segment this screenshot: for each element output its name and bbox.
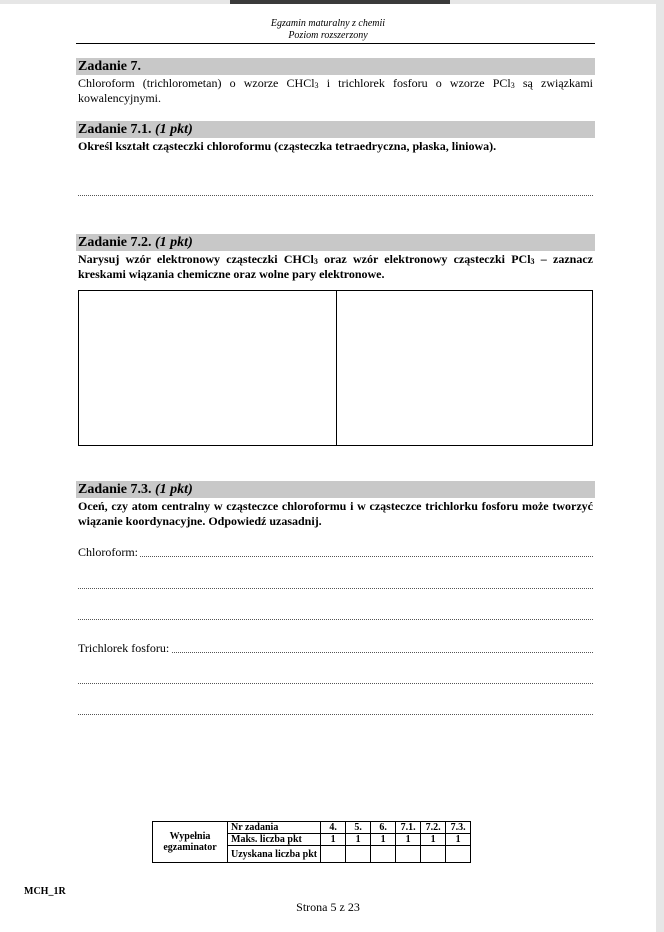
answer-line-pcl3-2[interactable] [78, 682, 593, 684]
row-label-task-number: Nr zadania [228, 822, 321, 834]
task-number-cell: 7.3. [446, 822, 471, 834]
intro-part-a: Chloroform (trichlorometan) o wzorze CHCl [78, 76, 315, 90]
task-number-cell: 4. [321, 822, 346, 834]
label-pcl3: Trichlorek fosforu: [78, 641, 170, 655]
obtained-points-cell[interactable] [371, 846, 396, 863]
task73-instruction: Oceń, czy atom centralny w cząsteczce chloroformu i w cząsteczce trichlorku fosforu może tworzyć wiązanie koordynacyjne. Odpowiedź uzasadnij. [78, 499, 593, 528]
max-points-cell: 1 [446, 834, 471, 846]
t72-a: Narysuj wzór elektronowy cząsteczki CHCl [78, 252, 314, 266]
t72-c: – zaznacz kreskami wiązania chemiczne oraz wolne pary elektronowe. [78, 252, 594, 281]
task-number-cell: 5. [346, 822, 371, 834]
answer-line-chloroform-1[interactable] [78, 555, 593, 557]
obtained-points-cell[interactable] [346, 846, 371, 863]
header-exam-title: Egzamin maturalny z chemii [270, 18, 386, 29]
obtained-points-cell[interactable] [321, 846, 346, 863]
task72-points: (1 pkt) [155, 235, 193, 250]
exam-code: MCH_1R [24, 886, 66, 897]
row-label-obtained-points: Uzyskana liczba pkt [228, 846, 321, 863]
score-table-side-label: Wypełnia egzaminator [153, 822, 228, 863]
answer-line-chloroform-3[interactable] [78, 618, 593, 620]
task72-title: Zadanie 7.2. [78, 235, 152, 250]
header-rule [76, 43, 595, 44]
max-points-cell: 1 [371, 834, 396, 846]
answer-line-71[interactable] [78, 194, 593, 196]
intro-sub-2: 3 [510, 81, 515, 90]
task-number-cell: 6. [371, 822, 396, 834]
drawing-area-chcl3[interactable] [79, 291, 336, 445]
task-number-cell: 7.2. [421, 822, 446, 834]
drawing-area-pcl3[interactable] [336, 291, 594, 445]
t72-sub2: 3 [530, 257, 535, 266]
max-points-cell: 1 [421, 834, 446, 846]
task7-title: Zadanie 7. [78, 59, 142, 74]
task-number-cell: 7.1. [396, 822, 421, 834]
row-label-max-points: Maks. liczba pkt [228, 834, 321, 846]
intro-part-b: i trichlorek fosforu o wzorze PCl [318, 76, 511, 90]
obtained-points-cell[interactable] [446, 846, 471, 863]
task72-instruction [78, 252, 593, 282]
t72-b: oraz wzór elektronowy cząsteczki PCl [317, 252, 531, 266]
obtained-points-cell[interactable] [396, 846, 421, 863]
drawing-box [78, 290, 593, 446]
task71-instruction: Określ kształt cząsteczki chloroformu (cząsteczka tetraedryczna, płaska, liniowa). [78, 139, 497, 153]
max-points-cell: 1 [396, 834, 421, 846]
task7-intro [78, 76, 593, 106]
obtained-points-cell[interactable] [421, 846, 446, 863]
page-number: Strona 5 z 23 [296, 900, 360, 914]
intro-sub-1: 3 [314, 81, 319, 90]
header-level: Poziom rozszerzony [288, 30, 368, 41]
task73-points: (1 pkt) [155, 482, 193, 497]
label-chloroform: Chloroform: [78, 545, 138, 559]
task71-heading [76, 121, 595, 138]
task71-title: Zadanie 7.1. [78, 122, 152, 137]
task7-heading [76, 58, 595, 75]
task72-heading [76, 234, 595, 251]
answer-line-chloroform-2[interactable] [78, 587, 593, 589]
task73-title: Zadanie 7.3. [78, 482, 152, 497]
task71-points: (1 pkt) [155, 122, 193, 137]
t72-sub1: 3 [313, 257, 318, 266]
max-points-cell: 1 [346, 834, 371, 846]
answer-line-pcl3-3[interactable] [78, 713, 593, 715]
max-points-cell: 1 [321, 834, 346, 846]
exam-page [0, 4, 656, 932]
score-table [152, 821, 471, 863]
task73-heading [76, 481, 595, 498]
intro-part-c: są związkami kowalencyjnymi. [78, 76, 593, 105]
